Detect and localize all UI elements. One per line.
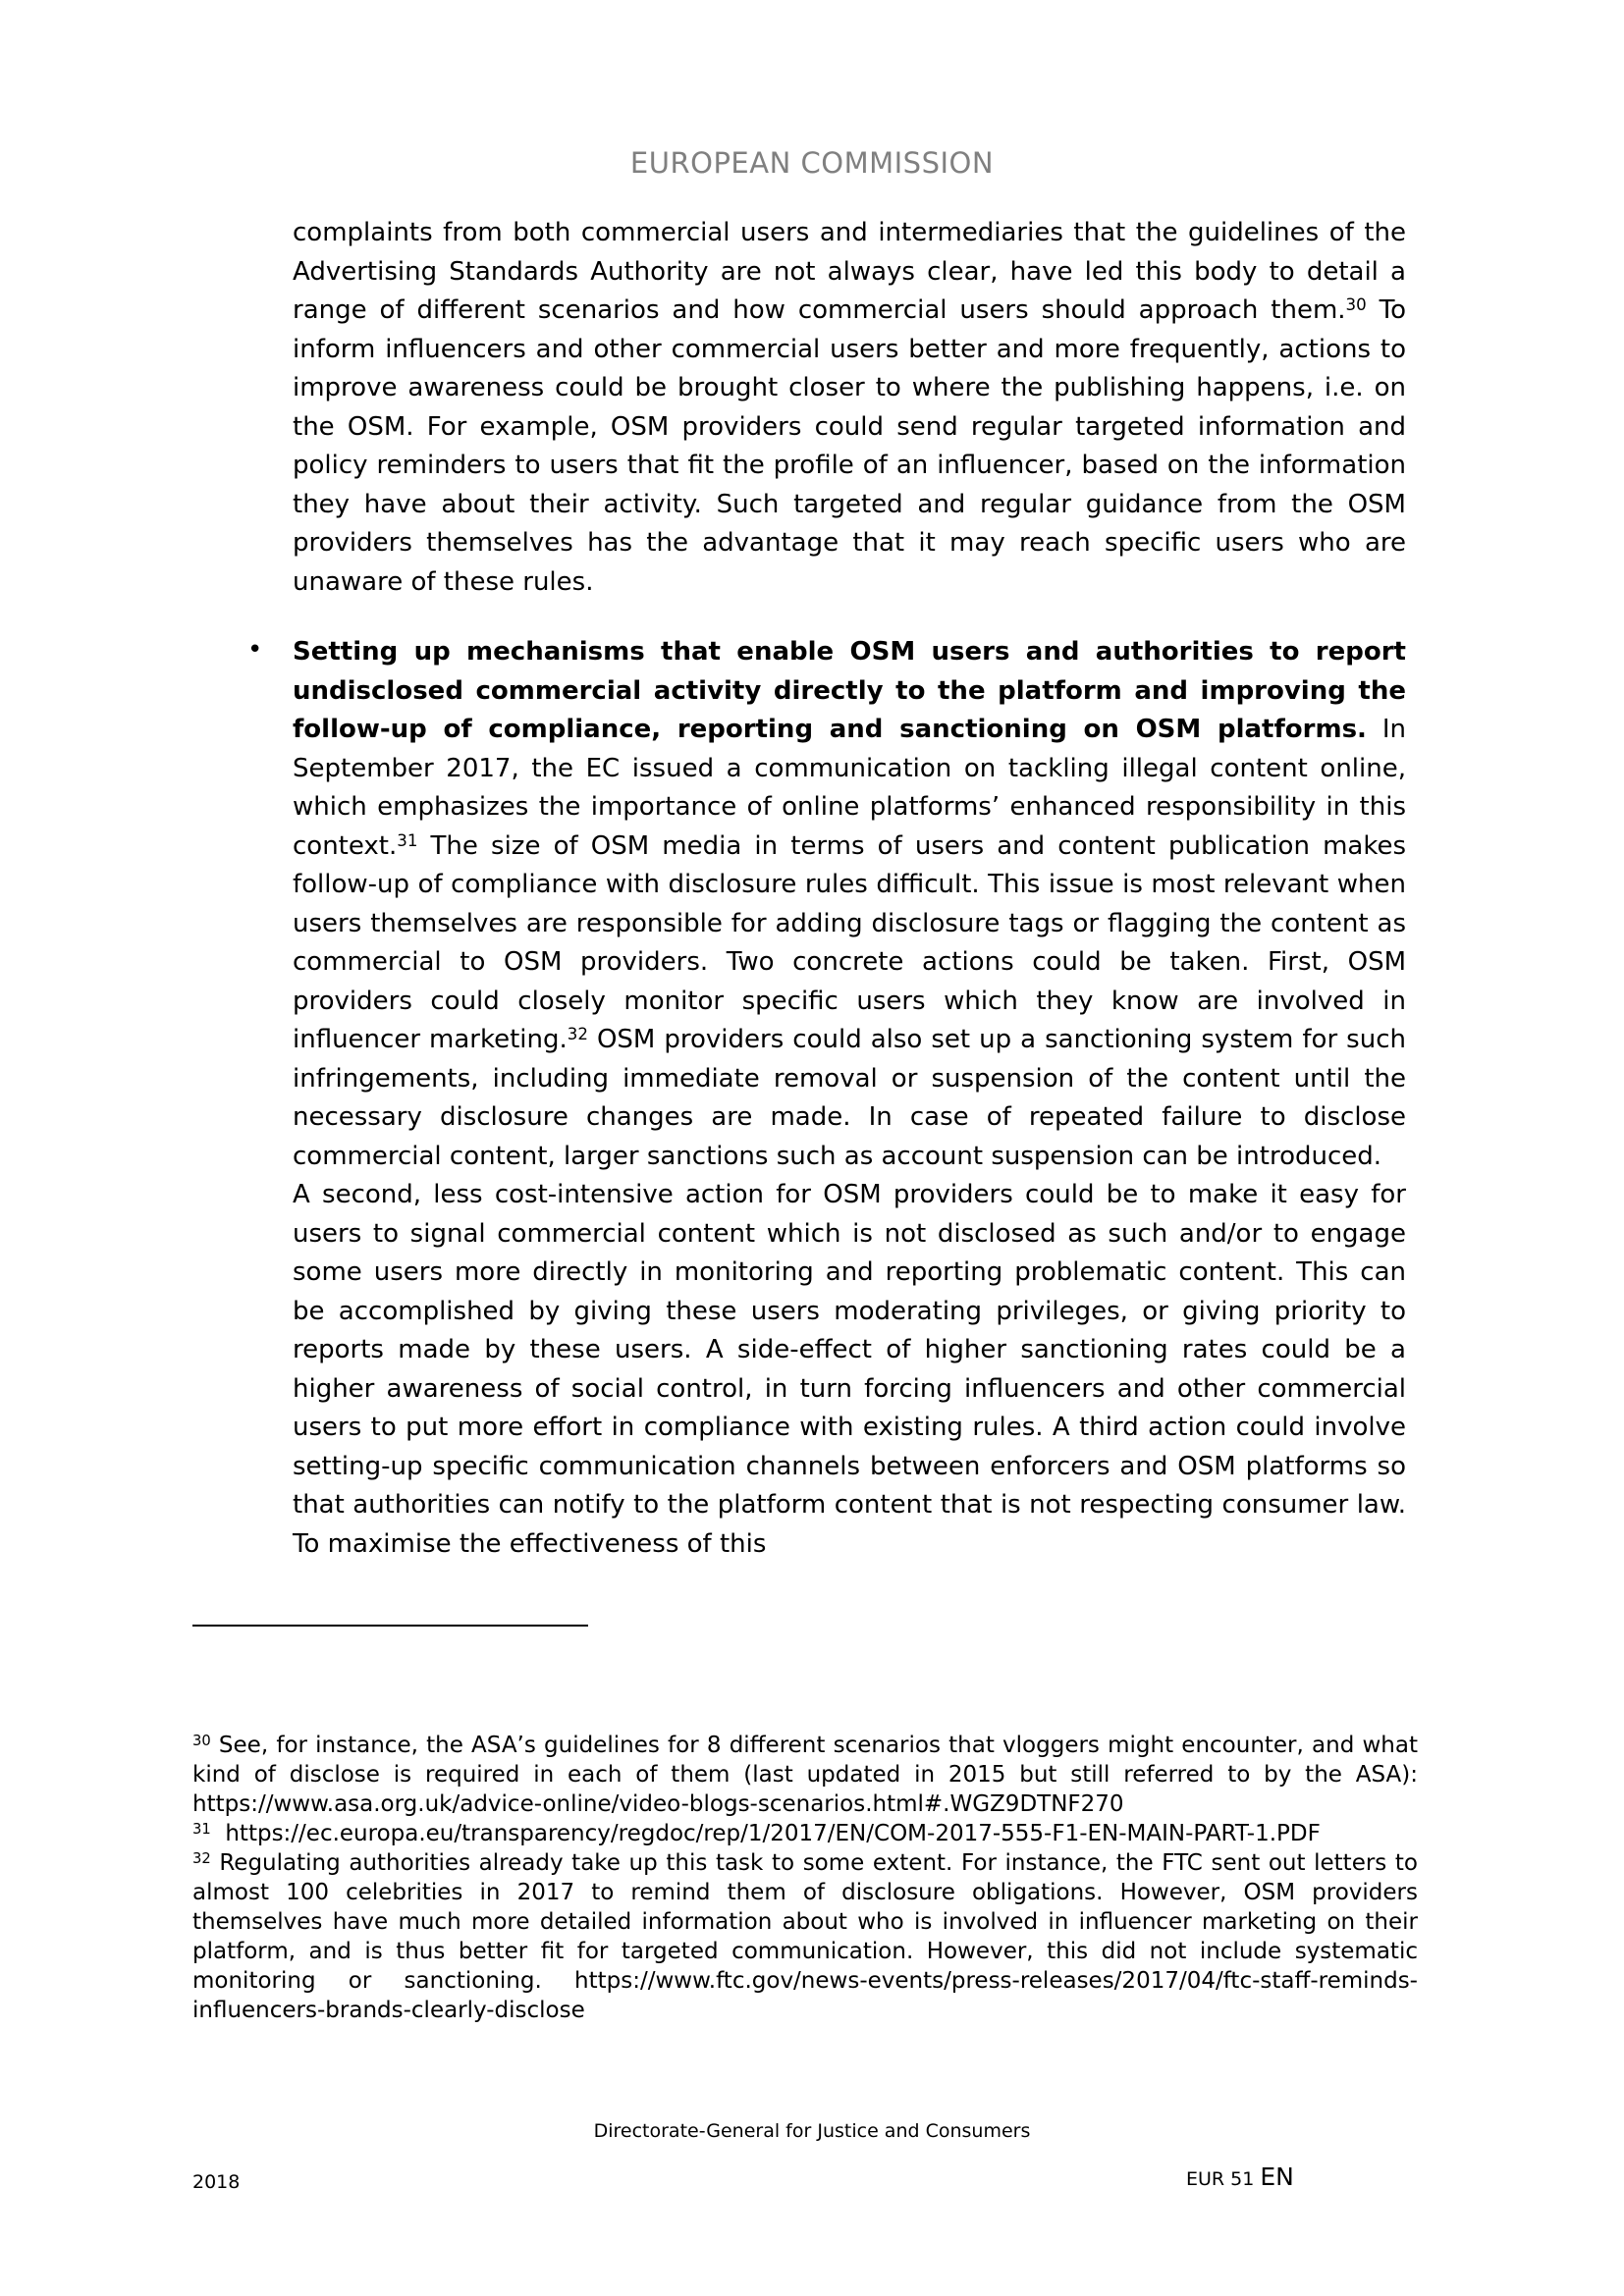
- footnote-ref-30: 30: [192, 1732, 211, 1749]
- bullet-paragraph-lead: [293, 633, 1406, 1176]
- footnote-32: [192, 1848, 1418, 2025]
- text-segment: complaints from both commercial users and intermediaries that the guidelines of the Advertising Standards Authority are not always clear, have led this body to detail a range of different scenarios and how commercial users should approach them.: [293, 218, 1406, 325]
- text-segment: Regulating authorities already take up this task to some extent. For instance, the FTC sent out letters to almost 100 celebrities in 2017 to remind them of disclosure obligations. However, OSM providers themselves have much more detailed information about who is involved in influencer marketing on their platform, and is thus better fit for targeted communication. However, this did not include systematic monitoring or sanctioning. https://www.ftc.gov/news-events/press-releases/2017/04/ftc-staff-reminds-influencers-brands-clearly-disclose: [192, 1850, 1418, 2023]
- body-text: [247, 214, 1406, 1564]
- footnotes-section: [192, 1731, 1418, 2025]
- text-segment: The size of OSM media in terms of users and content publication makes follow-up of compliance with disclosure rules difficult. This issue is most relevant when users themselves are responsible for adding disclosure tags or flagging the content as commercial to OSM providers. Two concrete actions could be taken. First, OSM providers could closely monitor specific users which they know are involved in influencer marketing.: [293, 830, 1406, 1054]
- footnote-31: [192, 1819, 1418, 1848]
- footer-eur-label: EUR 51: [1186, 2168, 1255, 2190]
- text-segment: https://ec.europa.eu/transparency/regdoc/rep/1/2017/EN/COM-2017-555-F1-EN-MAIN-PART-1.PDF: [210, 1821, 1321, 1846]
- footer-language-label: EN: [1260, 2163, 1294, 2191]
- footnote-separator: [192, 1625, 588, 1627]
- footnote-ref-32: 32: [192, 1849, 211, 1867]
- footnote-ref-31: 31: [192, 1820, 211, 1838]
- footnote-ref-30: 30: [1345, 295, 1367, 315]
- bullet-marker: •: [247, 635, 263, 665]
- bullet-item: [247, 633, 1406, 1564]
- body-paragraph: [293, 214, 1406, 602]
- text-segment: A second, less cost-intensive action for OSM providers could be to make it easy for users to signal commercial content which is not disclosed as such and/or to engage some users more directly in monitoring and reporting problematic content. This can be accomplished by giving these users moderating privileges, or giving priority to reports made by these users. A side-effect of higher sanctioning rates could be a higher awareness of social control, in turn forcing influencers and other commercial users to put more effort in compliance with existing rules. A third action could involve setting-up specific communication channels between enforcers and OSM platforms so that authorities can notify to the platform content that is not respecting consumer law. To maximise the effectiveness of this: [293, 1180, 1406, 1559]
- page-title: EUROPEAN COMMISSION: [629, 146, 995, 180]
- bullet-paragraph-continued: [293, 1176, 1406, 1564]
- footnote-30: [192, 1731, 1418, 1819]
- footer-report-code: [1186, 2163, 1294, 2194]
- footer-department: Directorate-General for Justice and Consumers: [593, 2120, 1031, 2142]
- text-segment: OSM providers could also set up a sanctioning system for such infringements, including immediate removal or suspension of the content until the necessary disclosure changes are made. In case of repeated failure to disclose commercial content, larger sanctions such as account suspension can be introduced.: [293, 1025, 1406, 1171]
- text-segment: In September 2017, the EC issued a communication on tackling illegal content online, which emphasizes the importance of online platforms’ enhanced responsibility in this context.: [293, 715, 1406, 861]
- footer-page-year: 2018: [192, 2171, 241, 2193]
- footnote-ref-31: 31: [397, 830, 418, 850]
- document-header: [0, 147, 1624, 179]
- text-segment: See, for instance, the ASA’s guidelines for 8 different scenarios that vloggers might encounter, and what kind of disclose is required in each of them (last updated in 2015 but still referred to by the ASA): https://www.asa.org.uk/advice-online/video-blogs-scenarios.html#.WGZ9DTNF270: [192, 1733, 1418, 1817]
- text-segment: To inform influencers and other commercial users better and more frequently, actions to improve awareness could be brought closer to where the publishing happens, i.e. on the OSM. For example, OSM providers could send regular targeted information and policy reminders to users that fit the profile of an influencer, based on the information they have about their activity. Such targeted and regular guidance from the OSM providers themselves has the advantage that it may reach specific users who are unaware of these rules.: [293, 295, 1406, 597]
- bold-text-segment: Setting up mechanisms that enable OSM users and authorities to report undisclosed commercial activity directly to the platform and improving the follow-up of compliance, reporting and sanctioning on OSM platforms.: [293, 637, 1406, 744]
- footnote-ref-32: 32: [567, 1025, 588, 1044]
